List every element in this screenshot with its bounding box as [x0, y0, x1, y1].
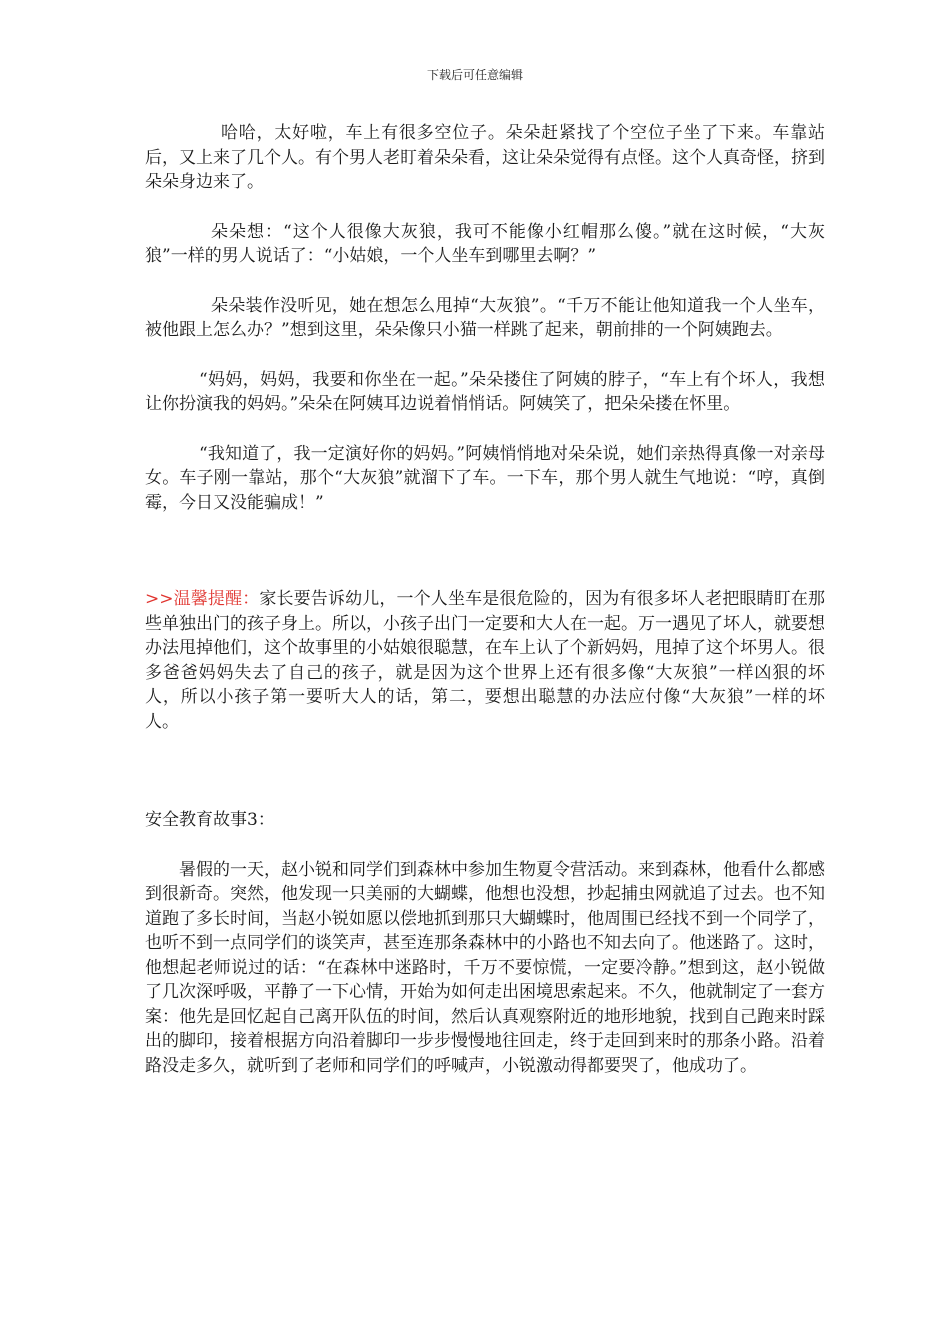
- page-header: 下载后可任意编辑: [426, 68, 523, 82]
- warm-tip: [145, 587, 825, 734]
- warm-tip-body: 家长要告诉幼儿，一个人坐车是很危险的，因为有很多坏人老把眼睛盯在那些单独出门的孩子身上。所以，小孩子出门一定要和大人在一起。万一遇见了坏人，就要想办法甩掉他们，这个故事里的小姑娘很聪慧，在车上认了个新妈妈，甩掉了这个坏男人。很多爸爸妈妈失去了自己的孩子，就是因为这个世界上还有很多像“大灰狼”一样凶狠的坏人，所以小孩子第一要听大人的话，第二，要想出聪慧的办法应付像“大灰狼”一样的坏人。: [145, 589, 825, 732]
- story-paragraph-2: 朵朵想：“这个人很像大灰狼，我可不能像小红帽那么傻。”就在这时候，“大灰狼”一样的男人说话了：“小姑娘，一个人坐车到哪里去啊？”: [145, 221, 825, 266]
- warm-tip-label: >>温馨提醒：: [145, 589, 260, 609]
- story-paragraph-4: “妈妈，妈妈，我要和你坐在一起。”朵朵搂住了阿姨的脖子，“车上有个坏人，我想让你扮演我的妈妈。”朵朵在阿姨耳边说着悄悄话。阿姨笑了，把朵朵搂在怀里。: [145, 369, 825, 414]
- section-title: 安全教育故事3：: [145, 810, 275, 830]
- document-body: [145, 121, 825, 1078]
- story-paragraph-5: “我知道了，我一定演好你的妈妈。”阿姨悄悄地对朵朵说，她们亲热得真像一对亲母女。车子刚一靠站，那个“大灰狼”就溜下了车。一下车，那个男人就生气地说：“哼，真倒霉，今日又没能骗成！”: [145, 443, 825, 513]
- story-paragraph-3: 朵朵装作没听见，她在想怎么甩掉“大灰狼”。“千万不能让他知道我一个人坐车，被他跟上怎么办？”想到这里，朵朵像只小猫一样跳了起来，朝前排的一个阿姨跑去。: [145, 295, 825, 340]
- story-paragraph-1: 哈哈，太好啦，车上有很多空位子。朵朵赶紧找了个空位子坐了下来。车靠站后，又上来了几个人。有个男人老盯着朵朵看，这让朵朵觉得有点怪。这个人真奇怪，挤到朵朵身边来了。: [145, 123, 825, 192]
- story-3-paragraph: 暑假的一天，赵小锐和同学们到森林中参加生物夏令营活动。来到森林，他看什么都感到很新奇。突然，他发现一只美丽的大蝴蝶，他想也没想，抄起捕虫网就追了过去。也不知道跑了多长时间，当赵小锐如愿以偿地抓到那只大蝴蝶时，他周围已经找不到一个同学了，也听不到一点同学们的谈笑声，甚至连那条森林中的小路也不知去向了。他迷路了。这时，他想起老师说过的话：“在森林中迷路时，千万不要惊慌，一定要冷静。”想到这，赵小锐做了几次深呼吸，平静了一下心情，开始为如何走出困境思索起来。不久，他就制定了一套方案：他先是回忆起自己离开队伍的时间，然后认真观察附近的地形地貌，找到自己跑来时踩出的脚印，接着根据方向沿着脚印一步步慢慢地往回走，终于走回到来时的那条小路。沿着路没走多久，就听到了老师和同学们的呼喊声，小锐激动得都要哭了，他成功了。: [145, 859, 825, 1076]
